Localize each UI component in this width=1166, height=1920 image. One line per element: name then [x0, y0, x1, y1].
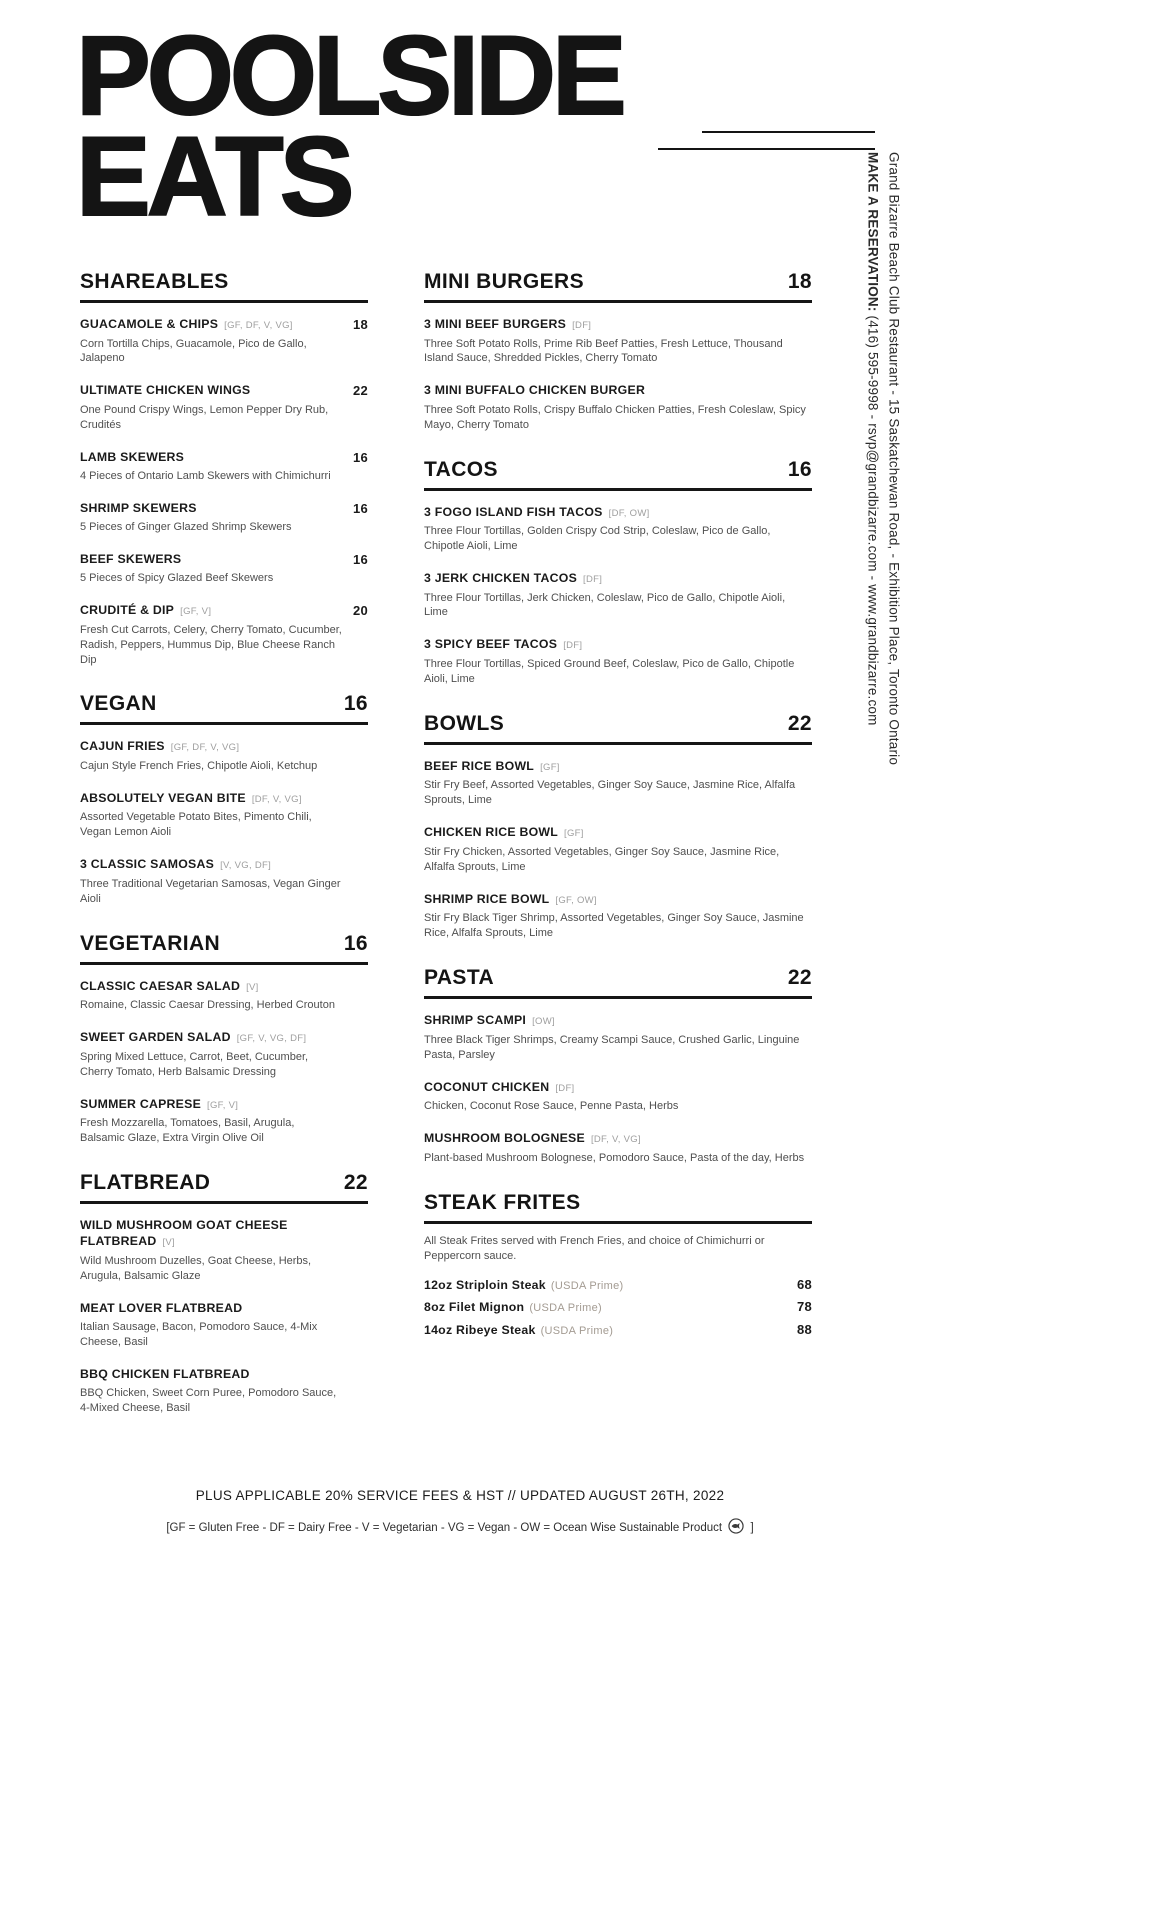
- menu-section-steak-frites: [424, 1191, 812, 1339]
- item-price: 18: [353, 317, 368, 332]
- item-description: Italian Sausage, Bacon, Pomodoro Sauce, 4-Mix Cheese, Basil: [80, 1321, 318, 1349]
- item-name: 3 SPICY BEEF TACOS: [424, 637, 558, 652]
- item-line: [424, 1276, 812, 1294]
- section-title: MINI BURGERS: [424, 270, 584, 293]
- item-line: [424, 824, 812, 841]
- menu-item-cajun-fries: [80, 738, 368, 773]
- item-name: CLASSIC CAESAR SALAD: [80, 978, 241, 993]
- menu-column-left: [80, 270, 368, 1441]
- item-description: 4 Pieces of Ontario Lamb Skewers with Chimichurri: [80, 469, 331, 482]
- section-title: BOWLS: [424, 711, 505, 735]
- menu-item-12oz-striploin-steak: [424, 1276, 812, 1294]
- item-line: [80, 1300, 368, 1316]
- item-dietary-tags: [GF]: [564, 828, 584, 840]
- section-price: 22: [787, 966, 812, 990]
- item-dietary-tags: [V]: [162, 1237, 175, 1249]
- item-line: [80, 856, 368, 873]
- item-name: 12oz Striploin Steak: [424, 1277, 546, 1292]
- menu-item-coconut-chicken: [424, 1079, 812, 1114]
- item-description: Corn Tortilla Chips, Guacamole, Pico de Gallo, Jalapeno: [80, 337, 307, 365]
- item-description: Stir Fry Beef, Assorted Vegetables, Ginger Soy Sauce, Jasmine Rice, Alfalfa Sprouts, Lime: [424, 779, 796, 807]
- item-description: Three Flour Tortillas, Golden Crispy Cod Strip, Coleslaw, Pico de Gallo, Chipotle Aioli, Lime: [424, 525, 771, 553]
- item-price: 88: [797, 1321, 812, 1337]
- item-name: GUACAMOLE & CHIPS: [80, 317, 219, 331]
- menu-section-vegan: [80, 692, 368, 906]
- item-line: [424, 758, 812, 775]
- section-title: VEGAN: [80, 692, 157, 716]
- section-items: [80, 978, 368, 1146]
- menu-item-3-mini-buffalo-chicken-burger: [424, 382, 812, 432]
- item-name: 3 CLASSIC SAMOSAS: [80, 857, 215, 872]
- item-line: [80, 790, 368, 807]
- item-description: Romaine, Classic Caesar Dressing, Herbed Crouton: [80, 999, 335, 1012]
- page-title-line2: EATS: [76, 113, 351, 239]
- reservation-contact: (416) 595-9998 - rsvp@grandbizarre.com - www.grandbizarre.com: [865, 311, 881, 726]
- menu-section-pasta: [424, 966, 812, 1165]
- section-price: 18: [787, 270, 812, 293]
- item-description: 5 Pieces of Ginger Glazed Shrimp Skewers: [80, 520, 292, 533]
- item-name: 3 FOGO ISLAND FISH TACOS: [424, 504, 603, 519]
- menu-item-wild-mushroom-goat-cheese-flatbread: [80, 1217, 368, 1284]
- section-title: STEAK FRITES: [424, 1190, 581, 1214]
- item-line: [424, 1130, 812, 1147]
- item-line: [424, 1079, 812, 1096]
- menu-section-vegetarian: [80, 932, 368, 1146]
- menu-item-bbq-chicken-flatbread: [80, 1366, 368, 1416]
- item-name: CHICKEN RICE BOWL: [424, 825, 559, 840]
- restaurant-address: Grand Bizarre Beach Club Restaurant - 15 Saskatchewan Road, - Exhibition Place, Toronto Ontario: [886, 152, 902, 766]
- item-description: Assorted Vegetable Potato Bites, Pimento Chili, Vegan Lemon Aioli: [80, 811, 312, 839]
- section-items: [424, 758, 812, 941]
- item-dietary-tags: [DF, V, VG]: [251, 793, 302, 805]
- item-name: BEEF RICE BOWL: [424, 758, 535, 773]
- menu-section-bowls: [424, 712, 812, 941]
- section-items: [424, 1012, 812, 1165]
- item-dietary-tags: [GF, DF, V, VG]: [170, 742, 240, 754]
- reservation-info: [862, 152, 883, 932]
- item-description: Three Flour Tortillas, Jerk Chicken, Coleslaw, Pico de Gallo, Chipotle Aioli, Lime: [424, 591, 786, 619]
- menu-item-shrimp-skewers: [80, 500, 368, 535]
- item-name: COCONUT CHICKEN: [424, 1079, 550, 1094]
- item-name: SHRIMP RICE BOWL: [424, 891, 550, 906]
- item-description: Stir Fry Black Tiger Shrimp, Assorted Vegetables, Ginger Soy Sauce, Jasmine Rice, Alfalfa Sprouts, Lime: [424, 912, 804, 940]
- menu-item-14oz-ribeye-steak: [424, 1321, 812, 1339]
- item-dietary-tags: [GF, V]: [180, 606, 212, 618]
- item-dietary-tags: [GF, V]: [207, 1099, 239, 1111]
- item-dietary-tags: [GF, DF, V, VG]: [224, 320, 293, 331]
- section-price: 22: [343, 1171, 368, 1195]
- section-header: [424, 270, 812, 303]
- item-name: 14oz Ribeye Steak: [424, 1322, 536, 1337]
- item-line: [80, 738, 368, 755]
- item-description: Stir Fry Chicken, Assorted Vegetables, Ginger Soy Sauce, Jasmine Rice, Alfalfa Sprouts, Lime: [424, 845, 780, 873]
- item-line: [80, 382, 368, 398]
- section-title: FLATBREAD: [80, 1171, 211, 1195]
- item-dietary-tags: [DF]: [583, 574, 603, 585]
- menu-item-3-spicy-beef-tacos: [424, 636, 812, 686]
- menu-item-chicken-rice-bowl: [424, 824, 812, 874]
- item-name: SUMMER CAPRESE: [80, 1096, 202, 1111]
- footer-legend-text: [GF = Gluten Free - DF = Dairy Free - V = Vegetarian - VG = Vegan - OW = Ocean Wise Sustainable Product: [166, 1522, 723, 1534]
- item-price: 22: [353, 383, 368, 399]
- section-header: [80, 1171, 368, 1204]
- item-dietary-tags: [DF, OW]: [608, 507, 650, 519]
- item-dietary-tags: [GF, V, VG, DF]: [236, 1033, 307, 1045]
- decorative-line-bottom: [658, 148, 875, 150]
- item-price: 16: [353, 449, 368, 465]
- item-dietary-tags: [DF]: [555, 1082, 575, 1094]
- footer-service-fees: PLUS APPLICABLE 20% SERVICE FEES & HST // UPDATED AUGUST 26TH, 2022: [195, 1488, 725, 1503]
- item-price: 78: [797, 1299, 812, 1315]
- item-name: 3 MINI BUFFALO CHICKEN BURGER: [424, 383, 646, 398]
- item-line: [80, 1096, 368, 1113]
- section-items: [80, 738, 368, 906]
- menu-item-8oz-filet-mignon: [424, 1298, 812, 1316]
- item-description: Plant-based Mushroom Bolognese, Pomodoro Sauce, Pasta of the day, Herbs: [424, 1151, 805, 1164]
- item-dietary-tags: [DF]: [563, 640, 583, 652]
- menu-item-classic-caesar-salad: [80, 978, 368, 1013]
- item-description: Chicken, Coconut Rose Sauce, Penne Pasta, Herbs: [424, 1100, 679, 1113]
- footer-legend-close: ]: [750, 1522, 754, 1534]
- section-items: [424, 504, 812, 687]
- item-name: 8oz Filet Mignon: [424, 1300, 525, 1315]
- item-description: Three Soft Potato Rolls, Crispy Buffalo Chicken Patties, Fresh Coleslaw, Spicy Mayo, Cherry Tomato: [424, 403, 806, 431]
- menu-item-crudit-dip: [80, 602, 368, 667]
- section-header: [80, 692, 368, 725]
- section-header: [80, 270, 368, 303]
- item-line: [80, 316, 368, 333]
- item-dietary-tags: [GF, OW]: [555, 894, 597, 906]
- menu-item-sweet-garden-salad: [80, 1029, 368, 1079]
- item-dietary-tags: [DF, V, VG]: [590, 1134, 641, 1146]
- menu-item-3-mini-beef-burgers: [424, 316, 812, 366]
- item-name: SHRIMP SKEWERS: [80, 500, 197, 515]
- item-dietary-tags: (USDA Prime): [550, 1279, 624, 1292]
- menu-item-beef-rice-bowl: [424, 758, 812, 808]
- item-name: 3 JERK CHICKEN TACOS: [424, 571, 578, 585]
- item-price: 16: [353, 500, 368, 516]
- item-line: [80, 449, 368, 465]
- item-dietary-tags: [V]: [246, 981, 259, 993]
- page-title: [76, 13, 623, 239]
- section-price: 16: [343, 692, 368, 716]
- item-price: 68: [797, 1276, 812, 1292]
- item-line: [80, 602, 368, 619]
- item-dietary-tags: (USDA Prime): [540, 1324, 614, 1337]
- section-items: [80, 316, 368, 667]
- item-line: [80, 500, 368, 516]
- footer-legend: [80, 1518, 840, 1534]
- menu-item-shrimp-scampi: [424, 1012, 812, 1062]
- section-header: [424, 458, 812, 491]
- section-price: 22: [787, 711, 812, 735]
- section-header: [424, 1191, 812, 1224]
- section-note: All Steak Frites served with French Fries, and choice of Chimichurri or Peppercorn sauce.: [424, 1234, 765, 1262]
- item-description: Three Traditional Vegetarian Samosas, Vegan Ginger Aioli: [80, 877, 341, 905]
- item-line: [80, 1029, 368, 1046]
- menu-item-summer-caprese: [80, 1096, 368, 1146]
- section-title: PASTA: [424, 966, 495, 990]
- item-name: BEEF SKEWERS: [80, 551, 182, 566]
- menu-item-mushroom-bolognese: [424, 1130, 812, 1165]
- section-header: [424, 966, 812, 999]
- item-price: 16: [353, 551, 368, 567]
- menu-column-right: [424, 270, 812, 1363]
- item-description: Wild Mushroom Duzelles, Goat Cheese, Herbs, Arugula, Balsamic Glaze: [80, 1254, 312, 1282]
- item-line: [424, 1321, 812, 1339]
- item-price: 20: [353, 603, 368, 619]
- item-description: Fresh Cut Carrots, Celery, Cherry Tomato, Cucumber, Radish, Peppers, Hummus Dip, Blue Cheese Ranch Dip: [80, 623, 342, 666]
- item-name: ABSOLUTELY VEGAN BITE: [80, 790, 246, 805]
- section-items: [80, 1217, 368, 1416]
- item-name: SWEET GARDEN SALAD: [80, 1030, 231, 1045]
- item-description: Three Soft Potato Rolls, Prime Rib Beef Patties, Fresh Lettuce, Thousand Island Sauce, Shredded Pickles, Cherry Tomato: [424, 337, 783, 365]
- reservation-label: MAKE A RESERVATION:: [865, 152, 881, 312]
- menu-item-ultimate-chicken-wings: [80, 382, 368, 432]
- menu-item-3-fogo-island-fish-tacos: [424, 504, 812, 554]
- item-dietary-tags: (USDA Prime): [529, 1302, 602, 1315]
- item-line: [424, 316, 812, 333]
- item-description: Fresh Mozzarella, Tomatoes, Basil, Arugula, Balsamic Glaze, Extra Virgin Olive Oil: [80, 1117, 295, 1145]
- item-name: BBQ CHICKEN FLATBREAD: [80, 1366, 250, 1381]
- section-items: [424, 316, 812, 433]
- item-name: CAJUN FRIES: [80, 739, 165, 754]
- item-name: SHRIMP SCAMPI: [424, 1013, 527, 1028]
- item-dietary-tags: [V, VG, DF]: [220, 860, 272, 872]
- menu-item-shrimp-rice-bowl: [424, 891, 812, 941]
- menu-item-beef-skewers: [80, 551, 368, 586]
- item-line: [424, 382, 812, 398]
- section-price: 16: [787, 457, 812, 481]
- item-dietary-tags: [GF]: [540, 761, 560, 773]
- item-name: WILD MUSHROOM GOAT CHEESE FLATBREAD: [80, 1218, 288, 1249]
- menu-section-shareables: [80, 270, 368, 667]
- menu-item-3-jerk-chicken-tacos: [424, 570, 812, 620]
- item-line: [80, 1217, 368, 1250]
- item-line: [424, 636, 812, 653]
- section-items: [424, 1276, 812, 1339]
- vertical-sidebar: [862, 152, 905, 932]
- item-description: BBQ Chicken, Sweet Corn Puree, Pomodoro Sauce, 4-Mixed Cheese, Basil: [80, 1387, 337, 1415]
- item-name: ULTIMATE CHICKEN WINGS: [80, 383, 251, 398]
- item-name: MUSHROOM BOLOGNESE: [424, 1131, 585, 1146]
- section-title: VEGETARIAN: [80, 931, 221, 955]
- menu-section-tacos: [424, 458, 812, 687]
- item-description: One Pound Crispy Wings, Lemon Pepper Dry Rub, Crudités: [80, 403, 329, 431]
- section-title: SHAREABLES: [80, 270, 229, 293]
- item-line: [424, 1012, 812, 1029]
- item-description: Spring Mixed Lettuce, Carrot, Beet, Cucumber, Cherry Tomato, Herb Balsamic Dressing: [80, 1050, 309, 1078]
- menu-item-meat-lover-flatbread: [80, 1300, 368, 1350]
- menu-section-mini-burgers: [424, 270, 812, 433]
- item-line: [424, 504, 812, 521]
- item-name: CRUDITÉ & DIP: [80, 603, 175, 618]
- item-description: Cajun Style French Fries, Chipotle Aioli, Ketchup: [80, 760, 318, 772]
- section-price: 16: [343, 931, 368, 955]
- menu-item-3-classic-samosas: [80, 856, 368, 906]
- item-description: Three Black Tiger Shrimps, Creamy Scampi Sauce, Crushed Garlic, Linguine Pasta, Parsley: [424, 1033, 800, 1061]
- item-line: [80, 978, 368, 995]
- decorative-line-top: [702, 131, 875, 133]
- item-dietary-tags: [OW]: [532, 1016, 555, 1028]
- item-line: [80, 551, 368, 567]
- menu-item-absolutely-vegan-bite: [80, 790, 368, 840]
- item-name: MEAT LOVER FLATBREAD: [80, 1300, 243, 1315]
- item-name: LAMB SKEWERS: [80, 449, 185, 464]
- item-description: Three Flour Tortillas, Spiced Ground Beef, Coleslaw, Pico de Gallo, Chipotle Aioli, Lime: [424, 657, 795, 685]
- menu-item-lamb-skewers: [80, 449, 368, 484]
- section-header: [424, 712, 812, 745]
- section-title: TACOS: [424, 457, 498, 481]
- item-description: 5 Pieces of Spicy Glazed Beef Skewers: [80, 572, 274, 585]
- item-name: 3 MINI BEEF BURGERS: [424, 317, 567, 331]
- ocean-wise-icon: [728, 1518, 744, 1534]
- menu-item-guacamole-chips: [80, 316, 368, 366]
- item-dietary-tags: [DF]: [572, 320, 592, 331]
- item-line: [80, 1366, 368, 1382]
- item-line: [424, 570, 812, 587]
- item-line: [424, 1298, 812, 1316]
- menu-section-flatbread: [80, 1171, 368, 1416]
- item-line: [424, 891, 812, 908]
- page-title-line1: POOLSIDE: [76, 13, 623, 138]
- section-header: [80, 932, 368, 965]
